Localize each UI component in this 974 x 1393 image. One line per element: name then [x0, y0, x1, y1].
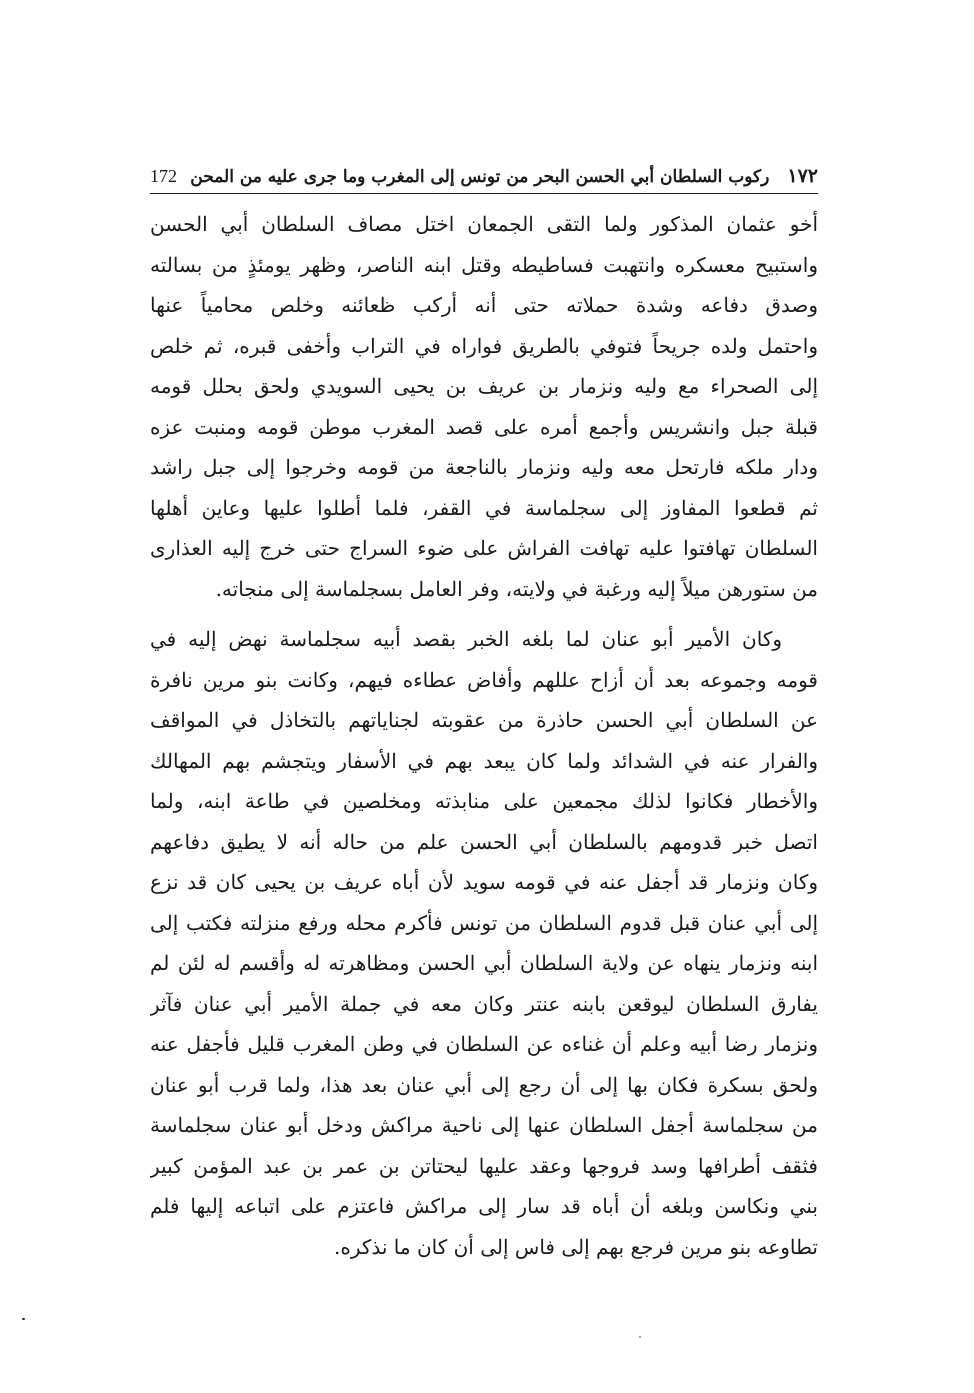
header-title-group [190, 165, 818, 187]
page-number-arabic: ١٧٢ [787, 165, 818, 187]
text-line: يفارق السلطان ليوقعن بابنه عنتر وكان معه في جملة الأمير أبي عنان فآثر [150, 991, 818, 1016]
text-line: من ستورهن ميلاً إليه ورغبة في ولايته، وفر العامل بسجلماسة إلى منجاته. [215, 576, 818, 601]
text-line: قبلة جبل وانشريس وأجمع أمره على قصد المغرب موطن قومه ومنبت عزه [150, 414, 818, 439]
text-line: ولحق بسكرة فكان بها إلى أن رجع إلى أبي عنان بعد هذا، ولما قرب أبو عنان [150, 1072, 818, 1097]
text-line: وصدق دفاعه وشدة حملاته حتى أنه أركب ظعائنه وخلص محامياً عنها [150, 293, 818, 317]
text-line: إلى أبي عنان قبل قدوم السلطان من تونس فأكرم محله ورفع منزلته فكتب إلى [150, 910, 818, 935]
text-line: بني ونكاسن وبلغه أن أباه قد سار إلى مراكش فاعتزم على اتباعه إليها فلم [150, 1194, 818, 1218]
scan-speck [639, 1336, 641, 1338]
text-line: واستبيح معسكره وانتهبت فساطيطه وقتل ابنه الناصر، وظهر يومئذٍ من بسالته [150, 252, 818, 277]
text-line: تطاوعه بنو مرين فرجع بهم إلى فاس إلى أن كان ما نذكره. [333, 1234, 818, 1259]
text-line: ثم قطعوا المفاوز إلى سجلماسة في القفر، فلما أطلوا عليها وعاين أهلها [150, 495, 818, 520]
text-line: اتصل خبر قدومهم بالسلطان أبي الحسن علم من حاله أنه لا يطيق دفاعهم [150, 829, 818, 854]
text-line: ودار ملكه فارتحل معه وليه ونزمار بالناجعة من قومه وخرجوا إلى جبل راشد [150, 455, 818, 479]
text-line: ابنه ونزمار ينهاه عن ولاية السلطان أبي الحسن ومظاهرته له وأقسم له لئن لم [150, 951, 818, 975]
text-line: واحتمل ولده جريحاً فتوفي بالطريق فواراه في التراب وأخفى قبره، ثم خلص [150, 333, 818, 358]
text-line: فثقف أطرافها وسد فروجها وعقد عليها ليحتاتن بن عمر بن عبد المؤمن كبير [150, 1153, 818, 1178]
text-line: من سجلماسة أجفل السلطان عنها إلى ناحية مراكش ودخل أبو عنان سجلماسة [150, 1113, 818, 1137]
text-line: السلطان تهافتوا عليه تهافت الفراش على ضوء السراج حتى خرج إليه العذارى [150, 536, 818, 560]
text-line: والأخطار فكانوا لذلك مجمعين على منابذته ومخلصين في طاعة ابنه، ولما [150, 789, 818, 813]
scan-speck [22, 1318, 25, 1320]
text-line: ونزمار رضا أبيه وعلم أن غناءه عن السلطان في وطن المغرب قليل فأجفل عنه [150, 1032, 818, 1056]
paragraph-gap [150, 609, 818, 619]
text-line: عن السلطان أبي الحسن حاذرة من عقوبته لجناياتهم بالتخاذل في المواقف [150, 708, 818, 732]
body-text [150, 204, 818, 1267]
text-line: وكان الأمير أبو عنان لما بلغه الخبر بقصد أبيه سجلماسة نهض إليه في [150, 627, 782, 651]
text-line: قومه وجموعه بعد أن أزاح عللهم وأفاض عطاءه فيهم، وكانت بنو مرين نافرة [150, 667, 818, 692]
text-line: والفرار عنه في الشدائد ولما كان يبعد بهم في الأسفار ويتجشم بهم المهالك [150, 748, 818, 773]
running-header [150, 158, 818, 194]
running-title: ركوب السلطان أبي الحسن البحر من تونس إلى المغرب وما جرى عليه من المحن [190, 167, 770, 187]
text-line: إلى الصحراء مع وليه ونزمار بن عريف بن يحيى السويدي ولحق بحلل قومه [150, 374, 818, 398]
text-line: وكان ونزمار قد أجفل عنه في قومه سويد لأن أباه عريف بن يحيى كان قد نزع [150, 870, 818, 894]
paragraph-1 [150, 204, 818, 609]
text-line: أخو عثمان المذكور ولما التقى الجمعان اختل مصاف السلطان أبي الحسن [150, 212, 818, 236]
page-number-latin: 172 [150, 166, 177, 186]
paragraph-2 [150, 619, 818, 1267]
